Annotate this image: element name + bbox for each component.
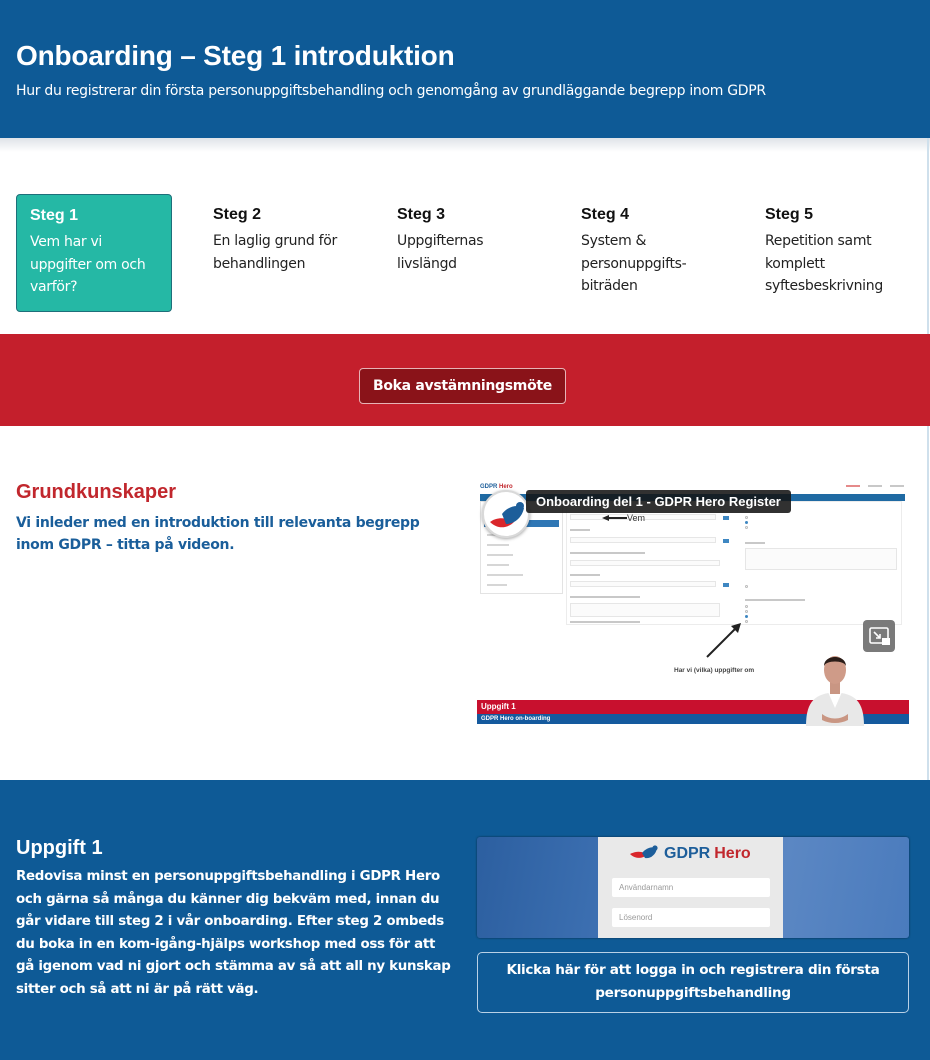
gdpr-hero-avatar-icon — [482, 490, 530, 538]
presenter-figure — [800, 648, 870, 726]
header-shadow — [0, 138, 930, 152]
step-2[interactable] — [200, 194, 356, 312]
logo-text-primary: GDPR — [480, 484, 498, 490]
video-title: Onboarding del 1 - GDPR Hero Register — [526, 490, 791, 513]
gdpr-hero-logo-icon — [630, 845, 660, 863]
page-title: Onboarding – Steg 1 introduktion — [16, 40, 455, 71]
page-header — [0, 0, 930, 138]
step-description: En laglig grund för behandlingen — [213, 233, 337, 272]
page-subtitle: Hur du registrerar din första personuppgiftsbehandling och genomgång av grundläggande begrepp inom GDPR — [16, 83, 766, 99]
step-description: System & personuppgifts-biträden — [581, 233, 687, 294]
login-register-button[interactable]: Klicka här för att logga in och registrera din första personuppgiftsbehandling — [477, 952, 909, 1013]
video-banner-title: Uppgift 1 — [477, 700, 909, 714]
step-1[interactable] — [16, 194, 172, 312]
task-description: Redovisa minst en personuppgiftsbehandling i GDPR Hero och gärna så många du känner dig bekväm med, innan du går vidare till steg 2 i vår onboarding. Efter steg 2 ombeds du boka in en kom-igång-hjälps workshop med oss för att gå igenom vad ni gjort och stämma av så att all ny kunskap sitter och så att ni är på rätt väg. — [16, 869, 451, 997]
username-field-preview: Användarnamn — [612, 878, 770, 897]
video-caption: Har vi (vilka) uppgifter om — [674, 667, 755, 674]
video-app-nav — [846, 485, 904, 487]
step-title: Steg 5 — [765, 206, 814, 223]
task-title: Uppgift 1 — [16, 837, 103, 859]
arrow-left-icon — [602, 515, 628, 521]
step-4[interactable] — [568, 194, 724, 312]
section-title-grundkunskaper: Grundkunskaper — [16, 481, 177, 503]
video-arrow-label: Vem — [627, 513, 646, 523]
password-field-preview: Lösenord — [612, 908, 770, 927]
video-player[interactable] — [476, 482, 910, 726]
step-description: Vem har vi uppgifter om och varför? — [30, 234, 146, 295]
step-3[interactable] — [384, 194, 540, 312]
step-description: Uppgifternas livslängd — [397, 233, 484, 272]
step-title: Steg 2 — [213, 206, 262, 223]
step-description: Repetition samt komplett syftesbeskrivning — [765, 233, 883, 294]
gdpr-hero-logo — [630, 845, 751, 863]
step-title: Steg 3 — [397, 206, 446, 223]
book-meeting-button[interactable]: Boka avstämningsmöte — [359, 368, 566, 404]
section-intro-text: Vi inleder med en introduktion till relevanta begrepp inom GDPR – titta på videon. — [16, 515, 420, 553]
logo-text-secondary: Hero — [499, 484, 513, 490]
arrow-up-right-icon — [704, 620, 742, 660]
logo-text-primary: GDPR — [664, 845, 711, 862]
step-title: Steg 4 — [581, 206, 630, 223]
steps-nav — [0, 152, 930, 334]
step-title: Steg 1 — [30, 207, 79, 224]
login-preview-image[interactable] — [477, 837, 909, 938]
login-preview-panel — [598, 837, 783, 938]
logo-text-secondary: Hero — [714, 845, 751, 862]
video-banner-subtitle: GDPR Hero on-boarding — [477, 714, 909, 724]
step-5[interactable] — [752, 194, 922, 312]
